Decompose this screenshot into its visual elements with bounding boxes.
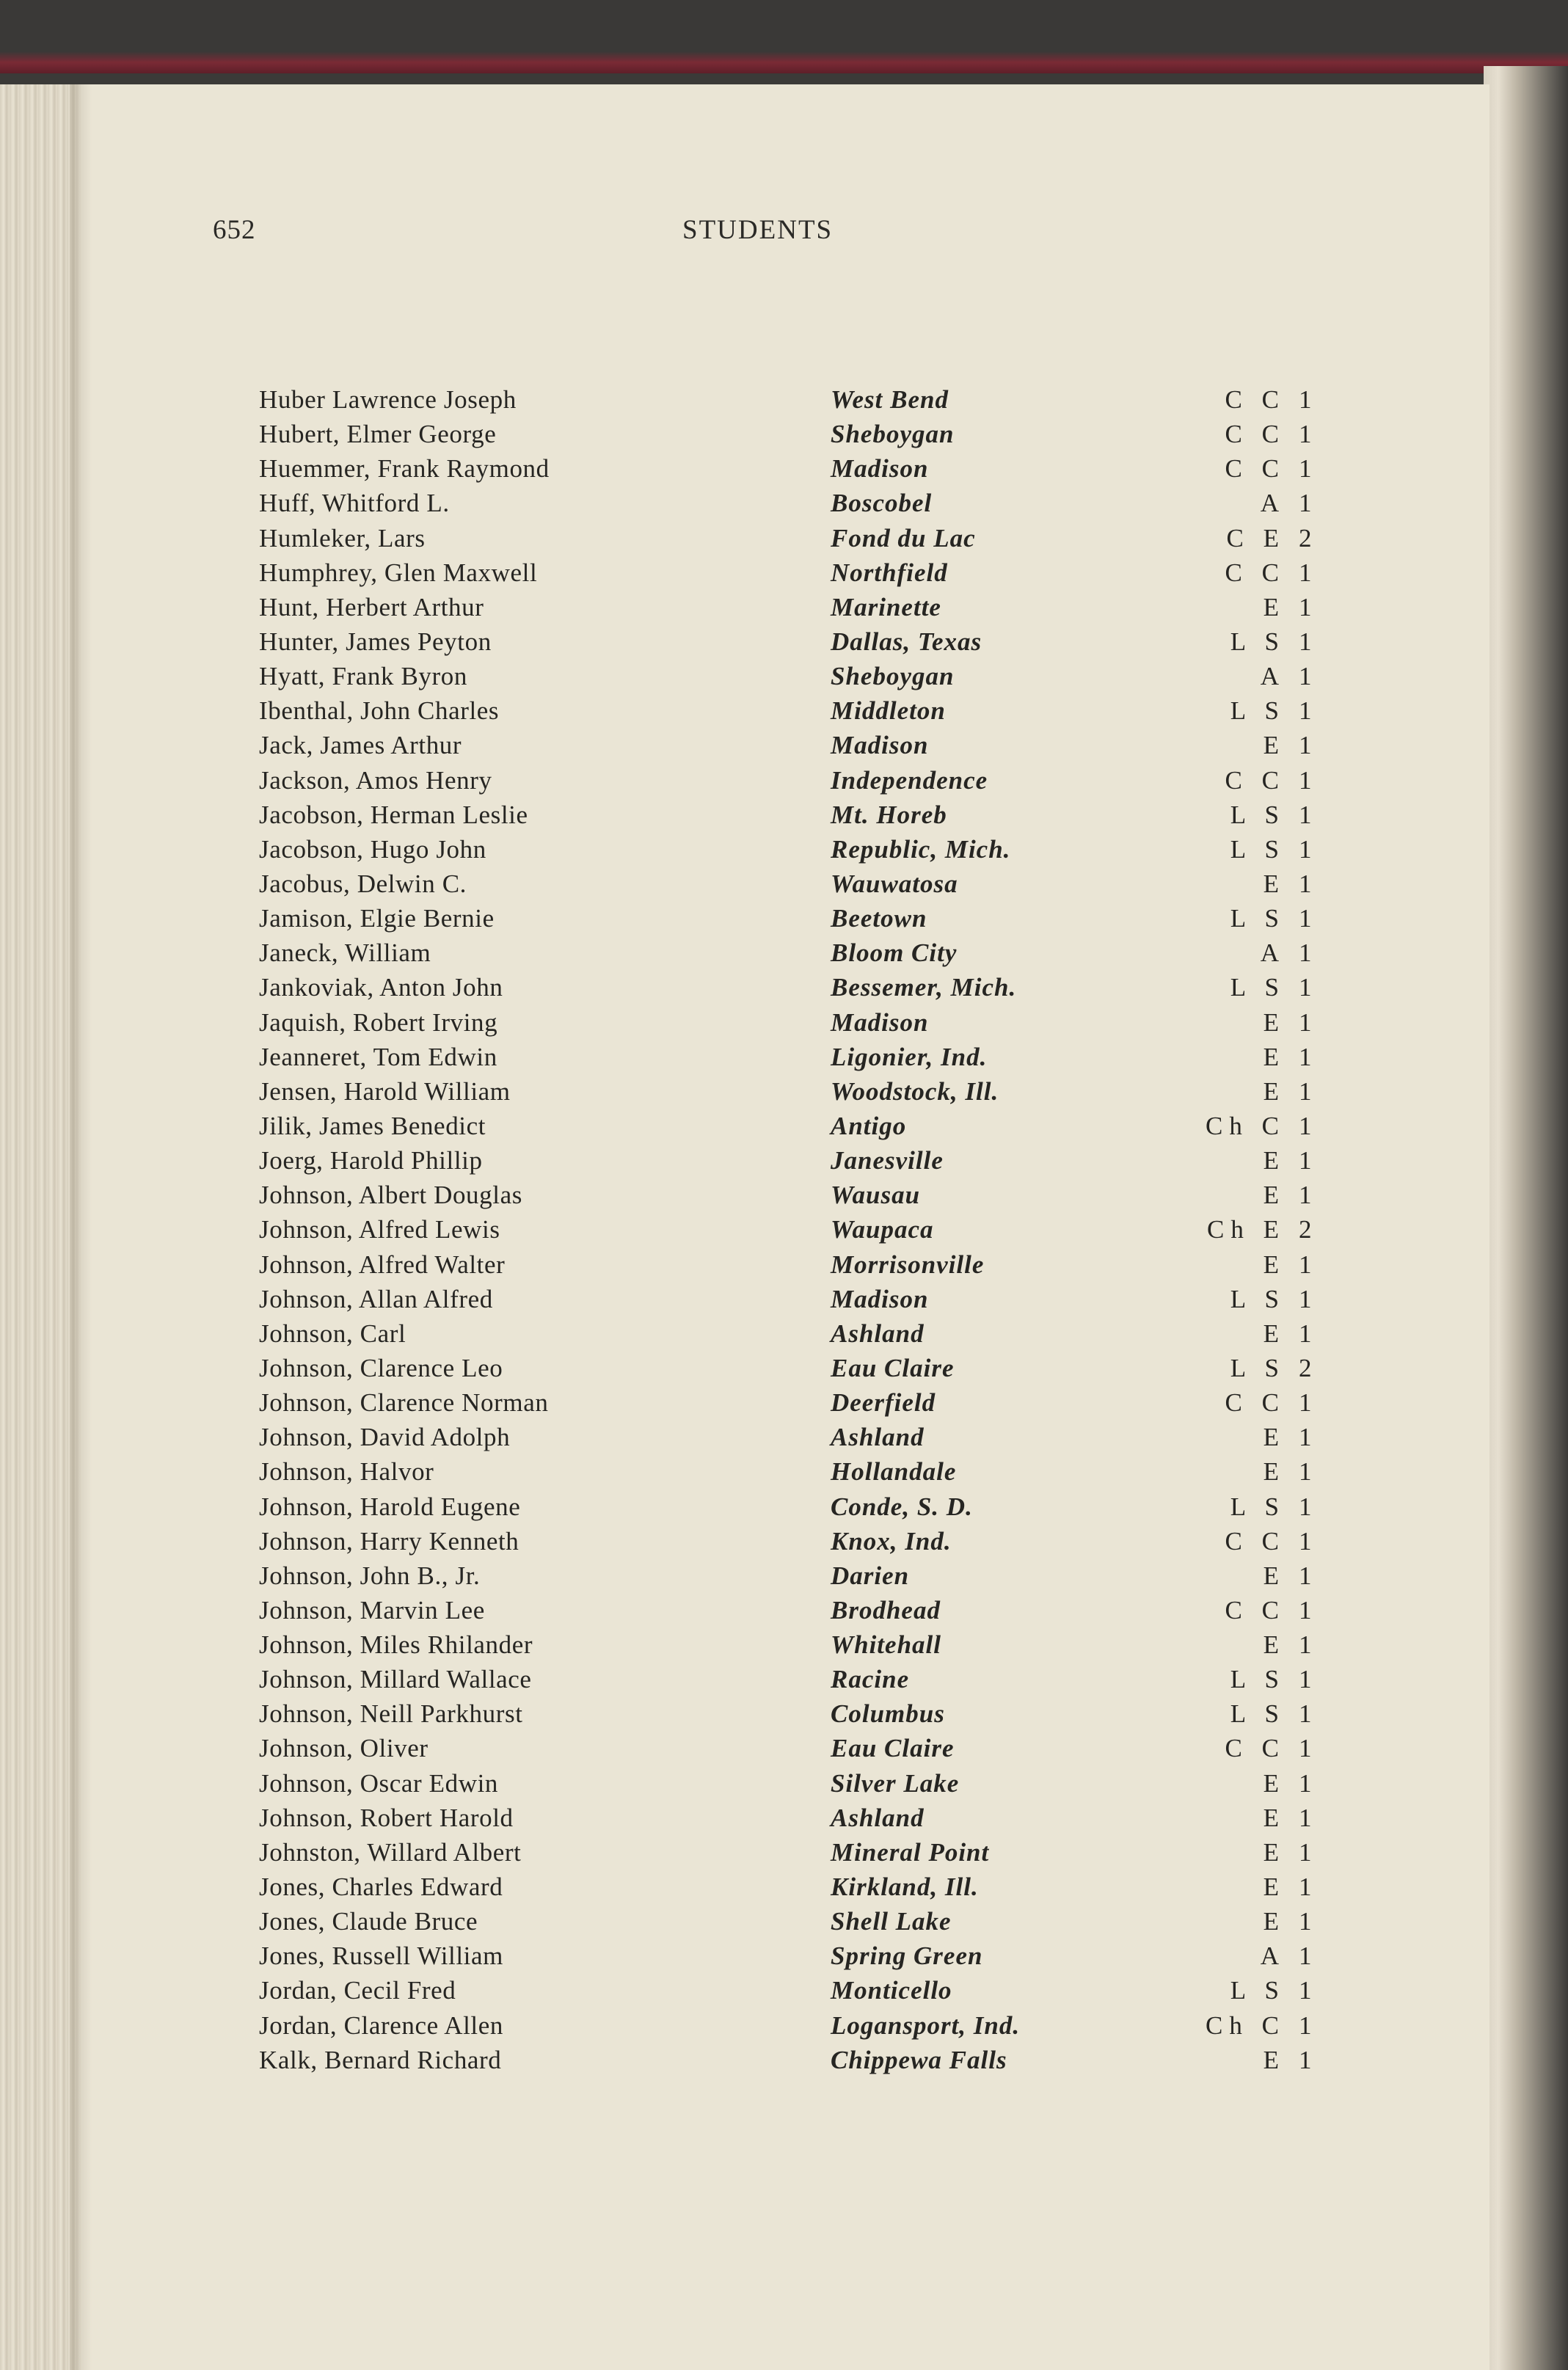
student-course: E <box>1263 869 1286 898</box>
student-entry <box>0 1558 1489 1593</box>
student-course: L S <box>1230 1665 1286 1694</box>
student-hometown: Marinette <box>831 592 941 621</box>
student-course: E <box>1263 1803 1286 1832</box>
student-name: Jacobson, Herman Leslie <box>259 800 528 829</box>
student-hometown: Janesville <box>831 1146 944 1175</box>
student-year: 1 <box>1299 1665 1312 1694</box>
student-entry <box>0 1385 1489 1420</box>
student-hometown: Ligonier, Ind. <box>831 1042 988 1071</box>
student-course: L S <box>1230 1976 1286 2005</box>
student-entry <box>0 1005 1489 1040</box>
student-hometown: Bessemer, Mich. <box>831 973 1017 1002</box>
student-entry <box>0 382 1489 417</box>
student-year: 1 <box>1299 662 1312 691</box>
student-year: 1 <box>1299 2010 1312 2040</box>
student-course: C C <box>1225 1734 1286 1763</box>
student-year: 1 <box>1299 1699 1312 1729</box>
student-course: E <box>1263 1319 1286 1348</box>
student-entry <box>0 798 1489 832</box>
student-entry <box>0 832 1489 867</box>
student-course: C C <box>1225 1526 1286 1556</box>
student-year: 1 <box>1299 1873 1312 1902</box>
student-course: E <box>1263 1457 1286 1487</box>
student-hometown: Eau Claire <box>831 1734 955 1763</box>
student-name: Johnson, Alfred Walter <box>259 1250 506 1279</box>
student-course: E <box>1263 1042 1286 1071</box>
student-name: Jensen, Harold William <box>259 1076 511 1106</box>
student-entry <box>0 1973 1489 2008</box>
student-entry <box>0 1316 1489 1351</box>
student-entry <box>0 1212 1489 1247</box>
student-year: 1 <box>1299 731 1312 760</box>
student-name: Kalk, Bernard Richard <box>259 2045 502 2074</box>
student-year: 1 <box>1299 1837 1312 1867</box>
student-hometown: Ashland <box>831 1319 925 1348</box>
student-year: 1 <box>1299 1907 1312 1936</box>
student-year: 1 <box>1299 1146 1312 1175</box>
running-head: STUDENTS <box>682 215 834 245</box>
student-name: Johnston, Willard Albert <box>259 1837 522 1867</box>
student-year: 1 <box>1299 1768 1312 1798</box>
student-course: C E <box>1226 523 1286 553</box>
student-year: 1 <box>1299 1492 1312 1521</box>
student-year: 1 <box>1299 1007 1312 1037</box>
student-name: Jeanneret, Tom Edwin <box>259 1042 497 1071</box>
student-year: 1 <box>1299 1976 1312 2005</box>
student-course: C C <box>1225 558 1286 587</box>
student-name: Johnson, Halvor <box>259 1457 434 1487</box>
student-name: Humphrey, Glen Maxwell <box>259 558 538 587</box>
student-name: Jones, Claude Bruce <box>259 1907 478 1936</box>
student-entry <box>0 1835 1489 1870</box>
student-entry <box>0 590 1489 624</box>
student-entry <box>0 1454 1489 1489</box>
student-hometown: Kirkland, Ill. <box>831 1873 979 1902</box>
student-entry <box>0 624 1489 659</box>
student-year: 1 <box>1299 1181 1312 1210</box>
student-hometown: Bloom City <box>831 938 958 968</box>
student-entry <box>0 763 1489 798</box>
student-name: Jankoviak, Anton John <box>259 973 503 1002</box>
student-hometown: Madison <box>831 454 929 484</box>
student-year: 1 <box>1299 1250 1312 1279</box>
student-hometown: Antigo <box>831 1111 907 1140</box>
student-year: 1 <box>1299 834 1312 864</box>
student-name: Hunter, James Peyton <box>259 627 492 656</box>
student-hometown: Wauwatosa <box>831 869 958 898</box>
student-entry <box>0 1904 1489 1939</box>
student-entry <box>0 1420 1489 1454</box>
student-year: 1 <box>1299 1561 1312 1590</box>
student-name: Jordan, Cecil Fred <box>259 1976 456 2005</box>
student-name: Johnson, Alfred Lewis <box>259 1215 500 1244</box>
student-hometown: Mineral Point <box>831 1837 990 1867</box>
student-entry <box>0 2043 1489 2077</box>
student-entry <box>0 1490 1489 1524</box>
student-entry <box>0 659 1489 693</box>
facing-page-edge <box>1484 66 1568 2370</box>
student-name: Johnson, Albert Douglas <box>259 1181 522 1210</box>
student-hometown: Chippewa Falls <box>831 2045 1007 2074</box>
student-hometown: Fond du Lac <box>831 523 976 553</box>
student-entry <box>0 1731 1489 1765</box>
student-course: A <box>1260 938 1286 968</box>
student-entry <box>0 1247 1489 1282</box>
student-course: E <box>1263 1146 1286 1175</box>
student-name: Johnson, Marvin Lee <box>259 1595 485 1625</box>
student-name: Johnson, Clarence Leo <box>259 1353 503 1382</box>
student-name: Johnson, David Adolph <box>259 1423 511 1452</box>
student-year: 1 <box>1299 1319 1312 1348</box>
student-entry <box>0 1870 1489 1904</box>
student-entry <box>0 1939 1489 1973</box>
student-name: Hunt, Herbert Arthur <box>259 592 484 621</box>
student-name: Ibenthal, John Charles <box>259 696 500 726</box>
student-course: E <box>1263 1076 1286 1106</box>
student-year: 1 <box>1299 1734 1312 1763</box>
student-year: 1 <box>1299 973 1312 1002</box>
student-course: E <box>1263 1873 1286 1902</box>
student-hometown: Northfield <box>831 558 948 587</box>
student-course: L S <box>1230 834 1286 864</box>
student-course: L S <box>1230 904 1286 933</box>
student-name: Jamison, Elgie Bernie <box>259 904 495 933</box>
student-year: 1 <box>1299 627 1312 656</box>
student-year: 1 <box>1299 1526 1312 1556</box>
student-entry <box>0 1178 1489 1212</box>
student-year: 1 <box>1299 1941 1312 1971</box>
student-course: Ch E <box>1207 1215 1286 1244</box>
student-year: 1 <box>1299 1111 1312 1140</box>
student-hometown: Conde, S. D. <box>831 1492 973 1521</box>
student-course: E <box>1263 592 1286 621</box>
student-name: Jones, Charles Edward <box>259 1873 503 1902</box>
student-entry <box>0 901 1489 936</box>
student-course: C C <box>1225 765 1286 795</box>
student-year: 1 <box>1299 1423 1312 1452</box>
student-hometown: West Bend <box>831 385 949 414</box>
student-year: 1 <box>1299 558 1312 587</box>
student-year: 1 <box>1299 1630 1312 1660</box>
student-entry <box>0 867 1489 901</box>
student-entry <box>0 1593 1489 1627</box>
student-entry <box>0 1282 1489 1316</box>
student-name: Huff, Whitford L. <box>259 489 450 518</box>
student-course: E <box>1263 1561 1286 1590</box>
student-entry <box>0 1040 1489 1074</box>
student-hometown: Sheboygan <box>831 420 955 449</box>
student-name: Humleker, Lars <box>259 523 426 553</box>
student-entry <box>0 555 1489 590</box>
student-hometown: Madison <box>831 1284 929 1313</box>
student-entry <box>0 486 1489 520</box>
student-year: 1 <box>1299 489 1312 518</box>
student-course: E <box>1263 1907 1286 1936</box>
student-hometown: Darien <box>831 1561 910 1590</box>
student-course: L S <box>1230 1699 1286 1729</box>
student-name: Hyatt, Frank Byron <box>259 662 467 691</box>
student-name: Janeck, William <box>259 938 431 968</box>
student-name: Jordan, Clarence Allen <box>259 2010 503 2040</box>
student-course: E <box>1263 1181 1286 1210</box>
student-name: Johnson, Miles Rhilander <box>259 1630 533 1660</box>
student-year: 1 <box>1299 454 1312 484</box>
student-hometown: Dallas, Texas <box>831 627 982 656</box>
student-entry <box>0 936 1489 970</box>
student-entry <box>0 1143 1489 1178</box>
student-entry <box>0 1627 1489 1662</box>
student-course: A <box>1260 489 1286 518</box>
student-course: E <box>1263 1630 1286 1660</box>
student-course: C C <box>1225 385 1286 414</box>
student-course: Ch C <box>1206 1111 1286 1140</box>
student-year: 1 <box>1299 1457 1312 1487</box>
student-hometown: Wausau <box>831 1181 921 1210</box>
student-entry <box>0 1074 1489 1109</box>
student-hometown: Shell Lake <box>831 1907 952 1936</box>
student-year: 1 <box>1299 800 1312 829</box>
student-hometown: Ashland <box>831 1803 925 1832</box>
student-course: C C <box>1225 1595 1286 1625</box>
student-name: Johnson, Neill Parkhurst <box>259 1699 523 1729</box>
student-name: Johnson, Robert Harold <box>259 1803 514 1832</box>
student-hometown: Brodhead <box>831 1595 941 1625</box>
student-hometown: Boscobel <box>831 489 933 518</box>
student-entry <box>0 1801 1489 1835</box>
student-hometown: Ashland <box>831 1423 925 1452</box>
student-course: L S <box>1230 1353 1286 1382</box>
student-year: 1 <box>1299 696 1312 726</box>
student-year: 1 <box>1299 1595 1312 1625</box>
student-entry <box>0 521 1489 555</box>
student-course: C C <box>1225 1388 1286 1418</box>
student-name: Johnson, Carl <box>259 1319 406 1348</box>
student-name: Johnson, Harry Kenneth <box>259 1526 519 1556</box>
page-number: 652 <box>213 215 256 245</box>
student-year: 2 <box>1299 1353 1312 1382</box>
student-name: Huemmer, Frank Raymond <box>259 454 550 484</box>
student-year: 1 <box>1299 2045 1312 2074</box>
student-course: E <box>1263 1768 1286 1798</box>
student-hometown: Monticello <box>831 1976 952 2005</box>
student-year: 2 <box>1299 1215 1312 1244</box>
student-hometown: Republic, Mich. <box>831 834 1011 864</box>
student-name: Jilik, James Benedict <box>259 1111 486 1140</box>
student-entry <box>0 2008 1489 2043</box>
student-course: L S <box>1230 696 1286 726</box>
student-entry <box>0 1766 1489 1801</box>
student-course: E <box>1263 1250 1286 1279</box>
student-name: Hubert, Elmer George <box>259 420 497 449</box>
student-name: Huber Lawrence Joseph <box>259 385 517 414</box>
student-year: 1 <box>1299 1388 1312 1418</box>
student-course: C C <box>1225 420 1286 449</box>
student-name: Joerg, Harold Phillip <box>259 1146 483 1175</box>
student-list <box>0 382 1489 2077</box>
student-year: 1 <box>1299 420 1312 449</box>
student-hometown: Madison <box>831 1007 929 1037</box>
student-year: 1 <box>1299 1803 1312 1832</box>
student-entry <box>0 1524 1489 1558</box>
student-hometown: Spring Green <box>831 1941 983 1971</box>
student-course: E <box>1263 731 1286 760</box>
student-year: 1 <box>1299 869 1312 898</box>
student-year: 1 <box>1299 1076 1312 1106</box>
student-hometown: Mt. Horeb <box>831 800 947 829</box>
student-course: C C <box>1225 454 1286 484</box>
student-name: Jack, James Arthur <box>259 731 462 760</box>
student-year: 1 <box>1299 938 1312 968</box>
student-course: A <box>1260 1941 1286 1971</box>
student-year: 1 <box>1299 904 1312 933</box>
student-entry <box>0 417 1489 451</box>
student-entry <box>0 1696 1489 1731</box>
student-course: E <box>1263 2045 1286 2074</box>
student-hometown: Woodstock, Ill. <box>831 1076 999 1106</box>
student-entry <box>0 1351 1489 1385</box>
student-name: Jacobus, Delwin C. <box>259 869 467 898</box>
student-course: Ch C <box>1206 2010 1286 2040</box>
student-year: 1 <box>1299 385 1312 414</box>
student-name: Johnson, Harold Eugene <box>259 1492 521 1521</box>
student-name: Johnson, Oliver <box>259 1734 429 1763</box>
student-year: 1 <box>1299 1284 1312 1313</box>
student-name: Johnson, Oscar Edwin <box>259 1768 498 1798</box>
student-course: L S <box>1230 800 1286 829</box>
student-hometown: Whitehall <box>831 1630 941 1660</box>
student-hometown: Silver Lake <box>831 1768 960 1798</box>
student-hometown: Columbus <box>831 1699 945 1729</box>
student-hometown: Beetown <box>831 904 927 933</box>
student-hometown: Independence <box>831 765 988 795</box>
student-entry <box>0 1109 1489 1143</box>
student-name: Johnson, John B., Jr. <box>259 1561 481 1590</box>
student-name: Jackson, Amos Henry <box>259 765 492 795</box>
student-course: A <box>1260 662 1286 691</box>
student-name: Jones, Russell William <box>259 1941 503 1971</box>
student-hometown: Madison <box>831 731 929 760</box>
student-hometown: Waupaca <box>831 1215 934 1244</box>
student-entry <box>0 451 1489 486</box>
student-entry <box>0 1662 1489 1696</box>
student-name: Johnson, Clarence Norman <box>259 1388 549 1418</box>
student-hometown: Sheboygan <box>831 662 955 691</box>
student-name: Jaquish, Robert Irving <box>259 1007 498 1037</box>
student-entry <box>0 693 1489 728</box>
student-entry <box>0 728 1489 762</box>
student-hometown: Knox, Ind. <box>831 1526 952 1556</box>
student-year: 1 <box>1299 592 1312 621</box>
student-hometown: Logansport, Ind. <box>831 2010 1021 2040</box>
student-hometown: Hollandale <box>831 1457 957 1487</box>
student-course: L S <box>1230 1284 1286 1313</box>
student-year: 2 <box>1299 523 1312 553</box>
student-course: E <box>1263 1007 1286 1037</box>
student-name: Jacobson, Hugo John <box>259 834 486 864</box>
student-year: 1 <box>1299 1042 1312 1071</box>
student-name: Johnson, Millard Wallace <box>259 1665 532 1694</box>
student-course: E <box>1263 1837 1286 1867</box>
student-entry <box>0 970 1489 1004</box>
student-hometown: Racine <box>831 1665 910 1694</box>
student-name: Johnson, Allan Alfred <box>259 1284 493 1313</box>
student-hometown: Deerfield <box>831 1388 936 1418</box>
student-hometown: Morrisonville <box>831 1250 985 1279</box>
student-course: L S <box>1230 973 1286 1002</box>
student-year: 1 <box>1299 765 1312 795</box>
student-course: L S <box>1230 1492 1286 1521</box>
student-course: L S <box>1230 627 1286 656</box>
student-hometown: Eau Claire <box>831 1353 955 1382</box>
student-hometown: Middleton <box>831 696 946 726</box>
book-cover-edge <box>0 0 1568 73</box>
student-course: E <box>1263 1423 1286 1452</box>
